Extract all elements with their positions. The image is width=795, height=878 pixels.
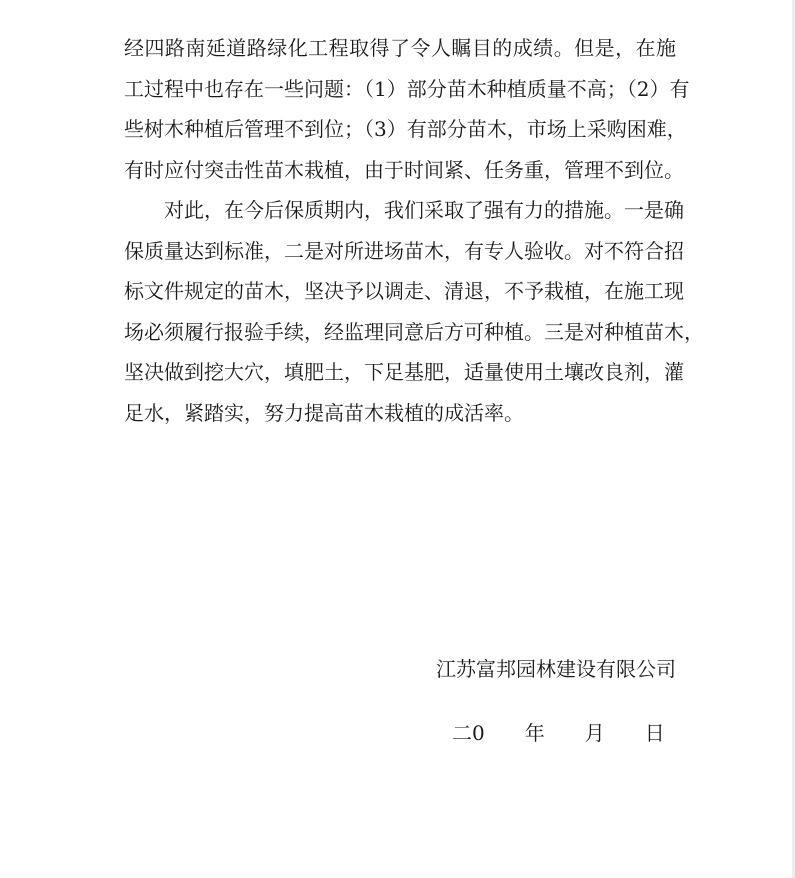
paragraph-2-line-6: 足水，紧踏实，努力提高苗木栽植的成活率。 xyxy=(124,400,524,425)
document-body xyxy=(124,28,704,433)
paragraph-1-line-2: 工过程中也存在一些问题：（1）部分苗木种植质量不高；（2）有 xyxy=(124,76,690,101)
paragraph-1-line-4: 有时应付突击性苗木栽植，由于时间紧、任务重，管理不到位。 xyxy=(124,157,684,182)
paragraph-2-line-4: 场必须履行报验手续，经监理同意后方可种植。三是对种植苗木， xyxy=(124,319,704,344)
paragraph-2-line-3: 标文件规定的苗木，坚决予以调走、清退，不予栽植，在施工现 xyxy=(124,279,684,303)
paragraph-2-line-1: 对此，在今后保质期内，我们采取了强有力的措施。一是确 xyxy=(164,198,684,222)
paragraph-1-line-3: 些树木种植后管理不到位；（3）有部分苗木，市场上采购困难， xyxy=(124,117,687,141)
paragraph-1-line-1: 经四路南延道路绿化工程取得了令人瞩目的成绩。但是，在施 xyxy=(124,36,676,60)
paragraph-2-line-2: 保质量达到标准，二是对所进场苗木，有专人验收。对不符合招 xyxy=(124,238,684,263)
signature-date: 二0 年 月 日 xyxy=(452,721,665,745)
signature-company: 江苏富邦园林建设有限公司 xyxy=(436,657,676,681)
paragraph-2-line-5: 坚决做到挖大穴，填肥土，下足基肥，适量使用土壤改良剂，灌 xyxy=(124,360,684,384)
